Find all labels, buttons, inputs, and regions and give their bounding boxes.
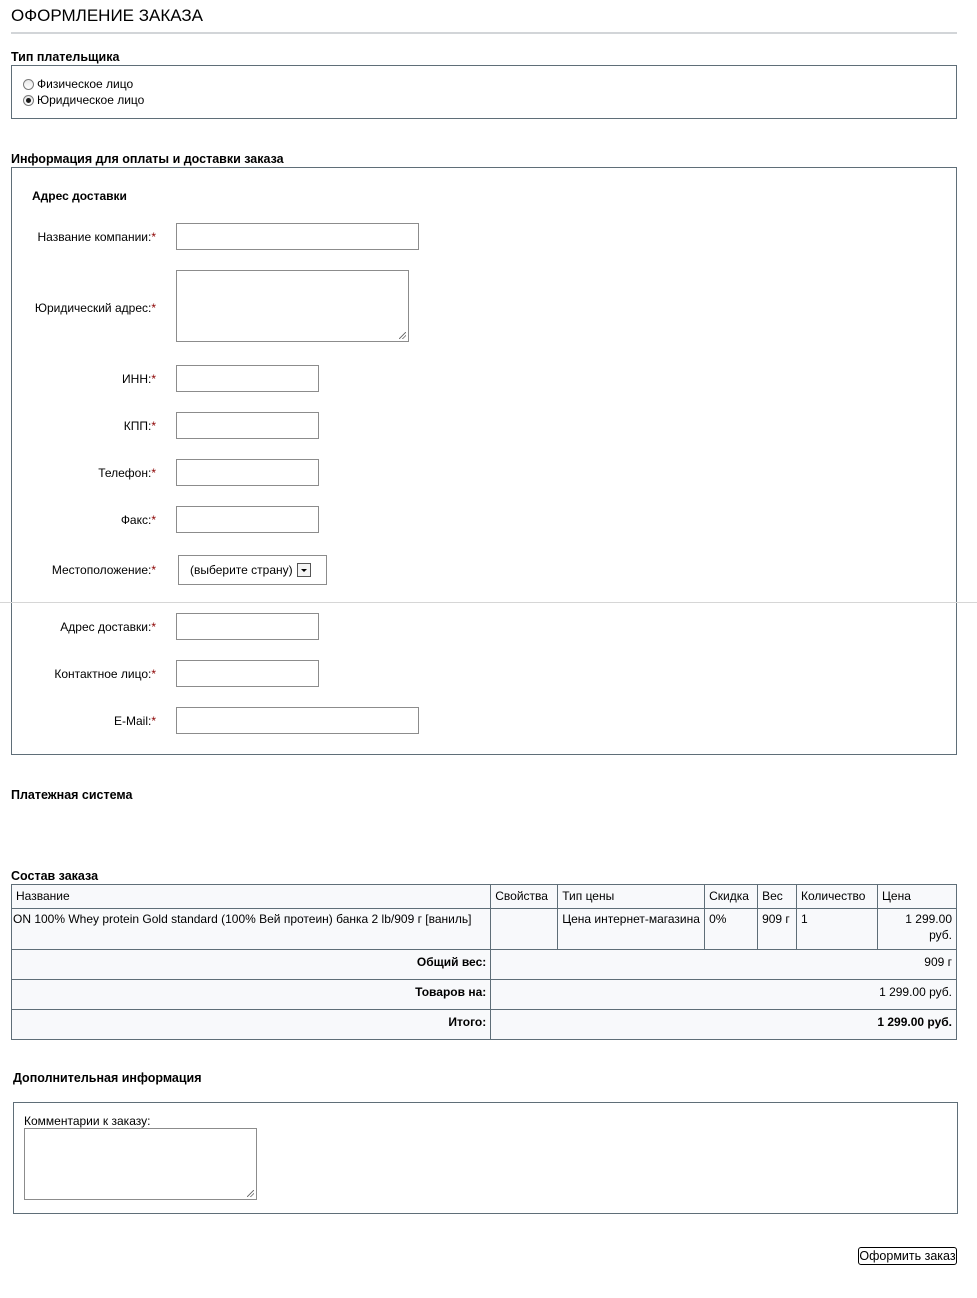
required-mark: *: [151, 620, 156, 634]
table-header-row: [12, 885, 957, 909]
goods-total-label: Товаров на:: [12, 980, 491, 1010]
title-divider: [11, 32, 957, 34]
contact-label: Контактное лицо:*: [54, 667, 156, 681]
required-mark: *: [151, 714, 156, 728]
grand-total-label: Итого:: [12, 1010, 491, 1040]
radio-legal[interactable]: [23, 95, 34, 106]
kpp-label: КПП:*: [123, 419, 156, 433]
required-mark: *: [151, 301, 156, 315]
kpp-input[interactable]: [176, 412, 319, 439]
horizontal-divider: [0, 602, 977, 603]
delivery-address-label: Адрес доставки:*: [60, 620, 156, 634]
location-label: Местоположение:*: [51, 563, 156, 577]
required-mark: *: [151, 466, 156, 480]
required-mark: *: [151, 563, 156, 577]
payer-option-label: Юридическое лицо: [37, 93, 145, 107]
payer-option-legal[interactable]: [23, 92, 144, 108]
fax-input[interactable]: [176, 506, 319, 533]
page-title: ОФОРМЛЕНИЕ ЗАКАЗА: [11, 6, 203, 25]
contact-input[interactable]: [176, 660, 319, 687]
item-price: 1 299.00 руб.: [878, 909, 957, 950]
email-label: E-Mail:*: [113, 714, 156, 728]
required-mark: *: [151, 513, 156, 527]
payment-system-title: Платежная система: [11, 788, 133, 802]
required-mark: *: [151, 419, 156, 433]
item-name: ON 100% Whey protein Gold standard (100% Вей протеин) банка 2 lb/909 г [ваниль]: [12, 909, 491, 950]
item-weight: 909 г: [758, 909, 797, 950]
item-discount: 0%: [705, 909, 758, 950]
item-price-type: Цена интернет-магазина: [558, 909, 705, 950]
table-row: [12, 909, 957, 950]
col-price-type: Тип цены: [558, 885, 705, 909]
company-label: Название компании:*: [37, 230, 156, 244]
order-table: [11, 884, 957, 1040]
phone-label: Телефон:*: [98, 466, 156, 480]
col-weight: Вес: [758, 885, 797, 909]
inn-input[interactable]: [176, 365, 319, 392]
payer-option-label: Физическое лицо: [37, 77, 134, 91]
item-props: [491, 909, 558, 950]
col-name: Название: [12, 885, 491, 909]
delivery-address-subtitle: Адрес доставки: [32, 189, 127, 203]
grand-total-row: [12, 1010, 957, 1040]
goods-total-row: [12, 980, 957, 1010]
col-price: Цена: [878, 885, 957, 909]
delivery-address-input[interactable]: [176, 613, 319, 640]
comment-textarea[interactable]: [24, 1128, 257, 1200]
legal-address-label: Юридический адрес:*: [34, 301, 156, 315]
col-qty: Количество: [797, 885, 878, 909]
location-select-value: (выберите страну): [190, 563, 293, 577]
info-section-title: Информация для оплаты и доставки заказа: [11, 152, 284, 166]
email-input[interactable]: [176, 707, 419, 734]
required-mark: *: [151, 230, 156, 244]
payer-option-individual[interactable]: [23, 76, 133, 92]
payer-type-title: Тип плательщика: [11, 50, 120, 64]
legal-address-textarea[interactable]: [176, 270, 409, 342]
comment-label: Комментарии к заказу:: [24, 1114, 151, 1128]
order-title: Состав заказа: [11, 869, 99, 883]
required-mark: *: [151, 667, 156, 681]
location-select[interactable]: [178, 555, 327, 585]
payer-type-box: [11, 65, 957, 119]
goods-total-value: 1 299.00 руб.: [491, 980, 957, 1010]
total-weight-row: [12, 950, 957, 980]
submit-order-button[interactable]: Оформить заказ: [859, 1249, 956, 1263]
radio-individual[interactable]: [23, 79, 34, 90]
grand-total-value: 1 299.00 руб.: [491, 1010, 957, 1040]
fax-label: Факс:*: [120, 513, 156, 527]
total-weight-label: Общий вес:: [12, 950, 491, 980]
extra-info-title: Дополнительная информация: [13, 1071, 202, 1085]
total-weight-value: 909 г: [491, 950, 957, 980]
company-input[interactable]: [176, 223, 419, 250]
chevron-down-icon[interactable]: [297, 563, 311, 577]
phone-input[interactable]: [176, 459, 319, 486]
required-mark: *: [151, 372, 156, 386]
col-discount: Скидка: [705, 885, 758, 909]
col-props: Свойства: [491, 885, 558, 909]
item-qty: 1: [797, 909, 878, 950]
inn-label: ИНН:*: [122, 372, 156, 386]
